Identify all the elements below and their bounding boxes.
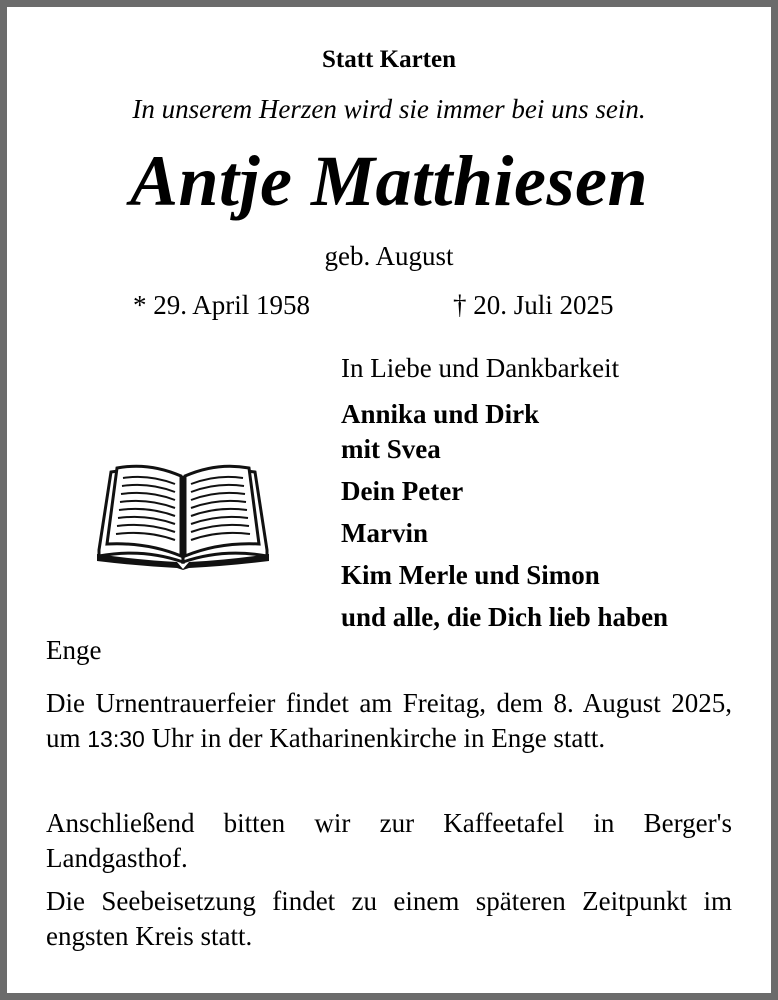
- notice-heading: Statt Karten: [322, 46, 456, 73]
- reception-info: Anschließend bitten wir zur Kaffeetafel in Berger's Landgasthof.: [46, 808, 732, 873]
- service-text-after: Uhr in der Katharinenkirche in Enge statt.: [151, 723, 606, 753]
- birth-date: * 29. April 1958: [133, 290, 311, 320]
- maiden-name: geb. August: [324, 241, 454, 271]
- mourner-line: Marvin: [341, 518, 428, 548]
- place: Enge: [46, 635, 102, 665]
- service-text-before: Die Urnentrauerfeier findet am Freitag, dem 8. August 2025, um: [46, 688, 732, 753]
- mourner-line: Dein Peter: [341, 476, 464, 506]
- sea-burial-info: Die Seebeisetzung findet zu einem späteren Zeitpunkt im engsten Kreis statt.: [46, 886, 732, 951]
- mourner-line: mit Svea: [341, 434, 441, 464]
- deceased-name: Antje Matthiesen: [129, 141, 649, 221]
- mourners-intro: In Liebe und Dankbarkeit: [341, 353, 620, 383]
- mourner-line: und alle, die Dich lieb haben: [341, 602, 669, 632]
- death-date: † 20. Juli 2025: [453, 290, 614, 320]
- mourner-line: Annika und Dirk: [341, 399, 540, 429]
- mourner-line: Kim Merle und Simon: [341, 560, 600, 590]
- service-info: [46, 686, 732, 757]
- open-book-icon: [93, 462, 273, 570]
- motto: In unserem Herzen wird sie immer bei uns sein.: [132, 94, 646, 124]
- service-time: 13:30: [87, 726, 145, 752]
